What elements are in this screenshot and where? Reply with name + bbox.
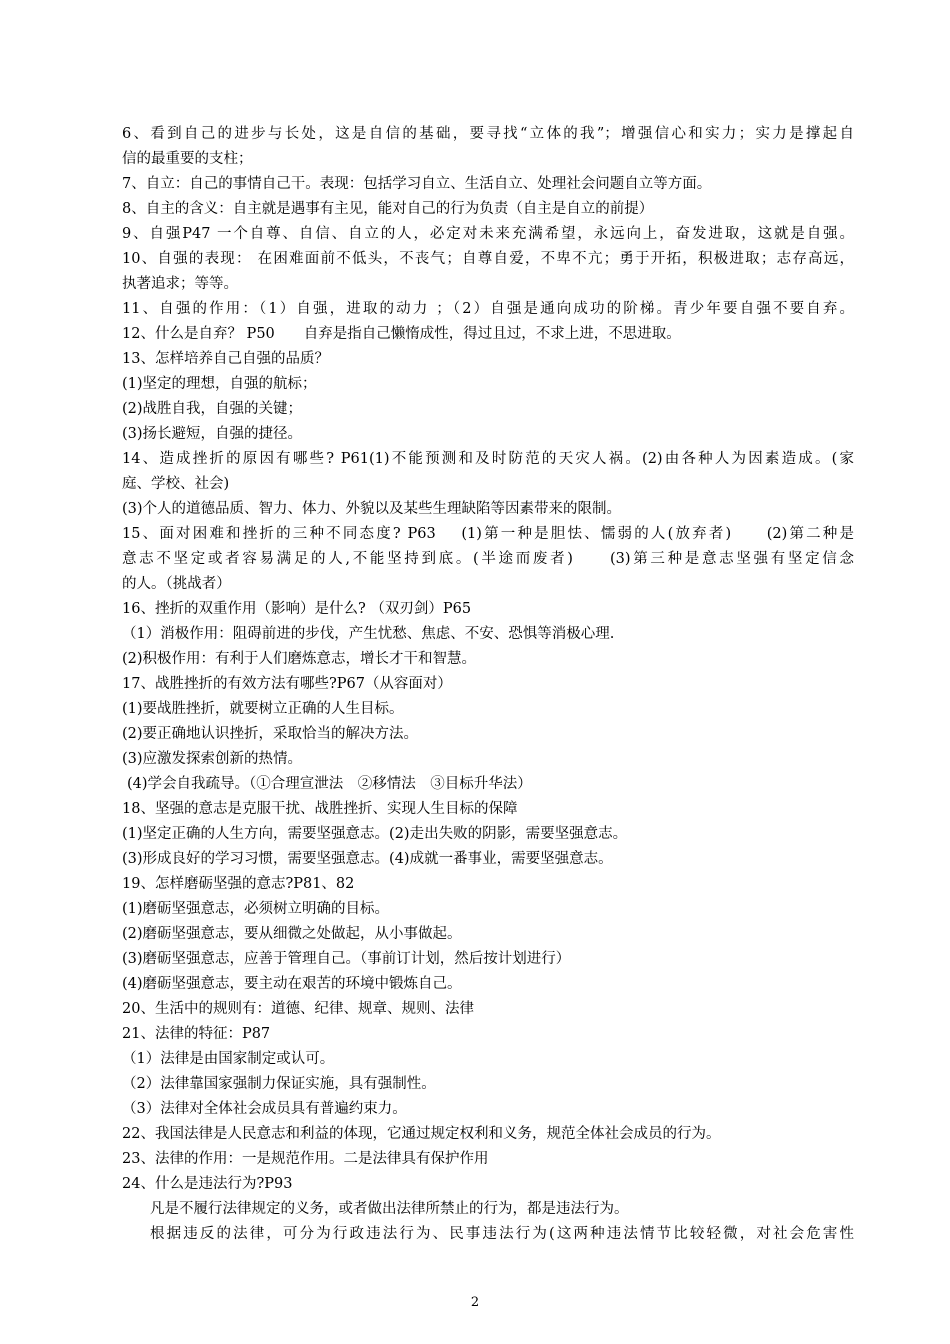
text-line: (1)坚定的理想，自强的航标；: [122, 376, 317, 392]
text-line: (2)战胜自我，自强的关键；: [122, 401, 303, 417]
document-body: [122, 122, 854, 1247]
text-line: 12、什么是自弃？ P50 自弃是指自己懒惰成性，得过且过，不求上进，不思进取。: [122, 326, 681, 342]
text-line: 11、自强的作用：（1）自强，进取的动力 ；（2）自强是通向成功的阶梯。青少年要自强不要自弃。: [122, 301, 854, 317]
text-line: (3)磨砺坚强意志，应善于管理自己。（事前订计划，然后按计划进行）: [122, 951, 571, 967]
text-line: 22、我国法律是人民意志和利益的体现，它通过规定权利和义务，规范全体社会成员的行为。: [122, 1126, 721, 1142]
text-line: 18、坚强的意志是克服干扰、战胜挫折、实现人生目标的保障: [122, 801, 518, 817]
text-line: (3)应激发探索创新的热情。: [122, 751, 303, 767]
text-line: 9、自强P47 一个自尊、自信、自立的人，必定对未来充满希望，永远向上，奋发进取，这就是自强。: [122, 226, 854, 242]
text-line: (2)积极作用：有利于人们磨炼意志，增长才干和智慧。: [122, 651, 477, 667]
text-line: （1）法律是由国家制定或认可。: [122, 1051, 335, 1067]
text-line: 信的最重要的支柱；: [122, 151, 253, 167]
text-line: (3)形成良好的学习习惯，需要坚强意志。(4)成就一番事业，需要坚强意志。: [122, 851, 613, 867]
text-line: (2)磨砺坚强意志，要从细微之处做起，从小事做起。: [122, 926, 462, 942]
text-line: (1)磨砺坚强意志，必须树立明确的目标。: [122, 901, 390, 917]
text-line: 21、法律的特征：P87: [122, 1026, 271, 1042]
text-line: 凡是不履行法律规定的义务，或者做出法律所禁止的行为，都是违法行为。: [150, 1201, 629, 1217]
text-line: 14、造成挫折的原因有哪些? P61(1)不能预测和及时防范的天灾人祸。(2)由各种人为因素造成。(家: [122, 451, 854, 467]
text-line: （2）法律靠国家强制力保证实施，具有强制性。: [122, 1076, 436, 1092]
text-line: 6、看到自己的进步与长处，这是自信的基础，要寻找“立体的我”；增强信心和实力；实力是撑起自: [122, 126, 854, 142]
text-line: （3）法律对全体社会成员具有普遍约束力。: [122, 1101, 407, 1117]
text-line: 执著追求；等等。: [122, 276, 238, 292]
text-line: 20、生活中的规则有：道德、纪律、规章、规则、法律: [122, 1001, 474, 1017]
text-line: （1）消极作用：阻碍前进的步伐，产生忧愁、焦虑、不安、恐惧等消极心理.: [122, 626, 615, 642]
text-line: (2)要正确地认识挫折，采取恰当的解决方法。: [122, 726, 419, 742]
text-line: 15、面对困难和挫折的三种不同态度? P63 (1)第一种是胆怯、懦弱的人(放弃者) (2)第二种是: [122, 526, 854, 542]
text-line: 17、战胜挫折的有效方法有哪些?P67（从容面对）: [122, 676, 452, 692]
text-line: 根据违反的法律，可分为行政违法行为、民事违法行为(这两种违法情节比较轻微，对社会危害性: [150, 1226, 854, 1242]
text-line: (4)磨砺坚强意志，要主动在艰苦的环境中锻炼自己。: [122, 976, 462, 992]
text-line: 24、什么是违法行为?P93: [122, 1176, 293, 1192]
text-line: (1)要战胜挫折，就要树立正确的人生目标。: [122, 701, 404, 717]
text-line: 8、自主的含义：自主就是遇事有主见，能对自己的行为负责（自主是自立的前提）: [122, 201, 654, 217]
text-line: 19、怎样磨砺坚强的意志?P81、82: [122, 876, 355, 892]
text-line: 13、怎样培养自己自强的品质？: [122, 351, 329, 367]
page-number: 2: [470, 1295, 480, 1310]
text-line: 庭、学校、社会): [122, 476, 230, 492]
text-line: 的人。（挑战者）: [122, 576, 231, 592]
text-line: 16、挫折的双重作用（影响）是什么? （双刃剑）P65: [122, 601, 472, 617]
text-line: (4)学会自我疏导。（①合理宣泄法 ②移情法 ③目标升华法）: [127, 776, 532, 792]
text-line: 10、自强的表现： 在困难面前不低头，不丧气；自尊自爱，不卑不亢；勇于开拓，积极进取；志存高远，: [122, 251, 854, 267]
text-line: 23、法律的作用：一是规范作用。二是法律具有保护作用: [122, 1151, 489, 1167]
text-line: 7、自立：自己的事情自己干。表现：包括学习自立、生活自立、处理社会问题自立等方面。: [122, 176, 712, 192]
text-line: (1)坚定正确的人生方向，需要坚强意志。(2)走出失败的阴影，需要坚强意志。: [122, 826, 628, 842]
text-line: 意志不坚定或者容易满足的人,不能坚持到底。(半途而废者) (3)第三种是意志坚强有坚定信念: [122, 551, 854, 567]
text-line: (3)扬长避短，自强的捷径。: [122, 426, 303, 442]
text-line: (3)个人的道德品质、智力、体力、外貌以及某些生理缺陷等因素带来的限制。: [122, 501, 622, 517]
